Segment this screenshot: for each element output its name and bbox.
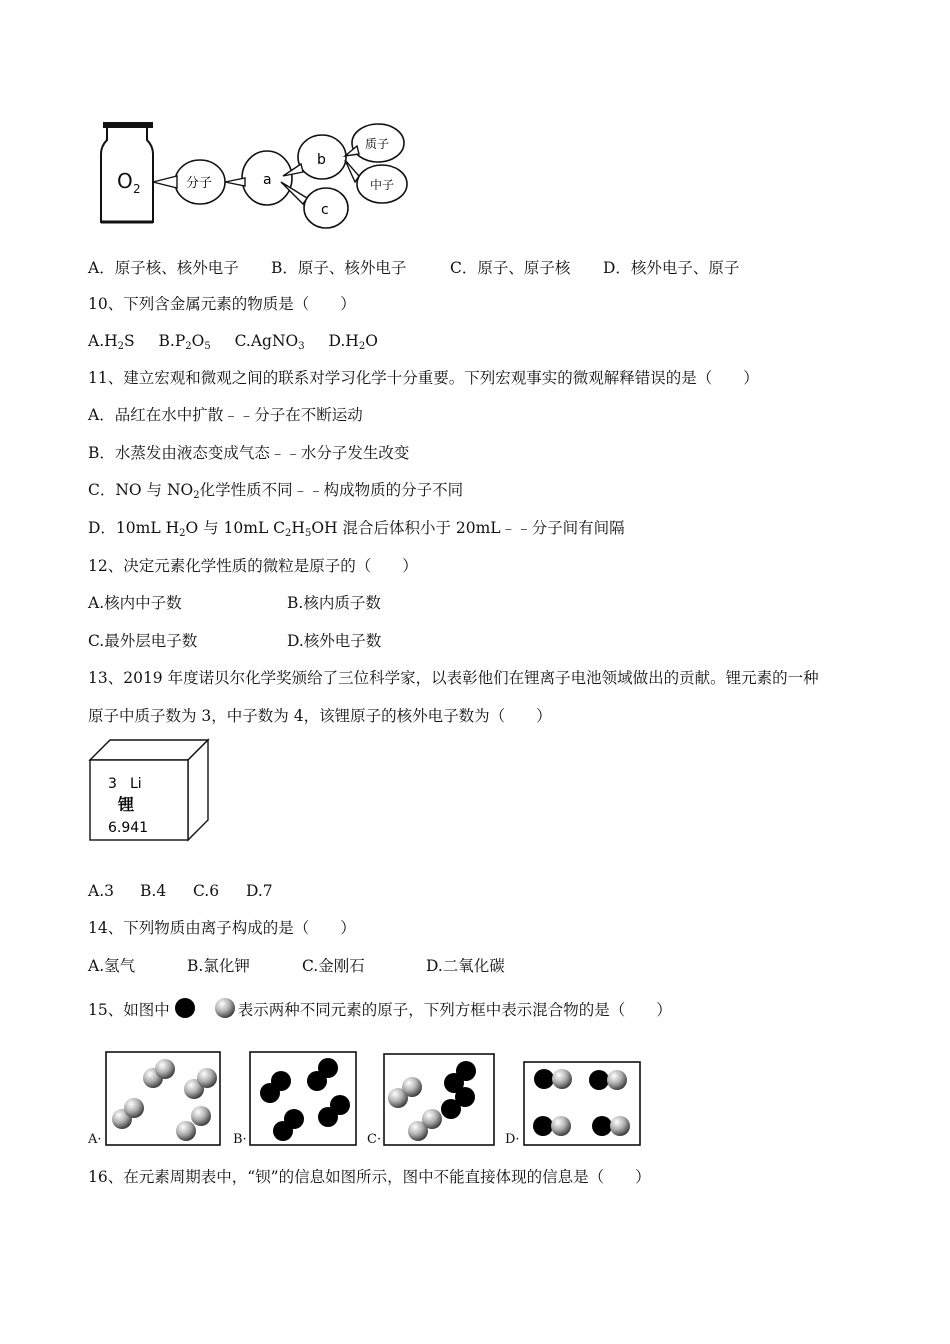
q9-option-a[interactable]: A．原子核、核外电子 — [88, 259, 239, 277]
box-a — [106, 1052, 220, 1145]
q13-option-d[interactable]: D.7 — [246, 882, 273, 900]
q12-stem: 12、决定元素化学性质的微粒是原子的（ ） — [88, 557, 418, 575]
q9-option-d[interactable]: D．核外电子、原子 — [603, 259, 740, 277]
q11-option-b[interactable]: B．水蒸发由液态变成气态﹣﹣水分子发生改变 — [88, 444, 410, 462]
q11-stem: 11、建立宏观和微观之间的联系对学习化学十分重要。下列宏观事实的微观解释错误的是（ ） — [88, 369, 759, 387]
q10-option-c[interactable]: C.AgNO$_3$ — [234, 332, 305, 352]
q10-option-d[interactable]: $D.H_2O$ — [328, 332, 378, 352]
molecule-label: 分子 — [186, 176, 213, 191]
q13-option-a[interactable]: A.3 — [88, 882, 114, 900]
q13-option-b[interactable]: B.4 — [140, 882, 167, 900]
q15-option-d[interactable]: D· — [505, 1132, 520, 1147]
q13-option-c[interactable]: C.6 — [193, 882, 220, 900]
neutron-label: 中子 — [370, 178, 395, 192]
q12-option-c[interactable]: C.最外层电子数 — [88, 632, 198, 650]
q9-option-b[interactable]: B．原子、核外电子 — [271, 259, 407, 277]
q14-option-a[interactable]: A.氢气 — [88, 957, 136, 975]
box-c — [384, 1054, 494, 1145]
bottle-label-sub: 2 — [133, 182, 141, 196]
q15-stem: 15、如图中 表示两种不同元素的原子，下列方框中表示混合物的是（ ） — [88, 997, 672, 1020]
proton-label: 质子 — [365, 137, 390, 151]
q10-option-a[interactable]: $A.H_2S$ — [88, 332, 135, 352]
q11-option-c[interactable]: C．NO 与 $NO_2$化学性质不同﹣﹣构成物质的分子不同 — [88, 481, 464, 501]
q15-option-b[interactable]: B· — [233, 1132, 247, 1147]
bottle-label: O — [117, 169, 133, 193]
element-number: 3 — [108, 776, 117, 792]
q10-stem: 10、下列含金属元素的物质是（ ） — [88, 295, 356, 313]
q14-option-d[interactable]: D.二氧化碳 — [426, 957, 505, 975]
black-atom-icon — [174, 997, 196, 1019]
label-c: c — [321, 202, 329, 218]
q15-option-c[interactable]: C· — [367, 1132, 382, 1147]
q14-stem: 14、下列物质由离子构成的是（ ） — [88, 919, 356, 937]
q14-option-b[interactable]: B.氯化钾 — [187, 957, 250, 975]
q12-option-b[interactable]: B.核内质子数 — [287, 594, 381, 612]
q9-concept-diagram — [95, 118, 415, 233]
element-mass: 6.941 — [108, 820, 149, 836]
q11-option-a[interactable]: A．品红在水中扩散﹣﹣分子在不断运动 — [88, 406, 363, 424]
element-name: 锂 — [118, 795, 135, 814]
label-b: b — [317, 152, 326, 168]
q10-option-b[interactable]: $B.P_2O_5$ — [158, 332, 211, 352]
box-b — [250, 1052, 356, 1145]
q13-stem-line1: 13、2019 年度诺贝尔化学奖颁给了三位科学家，以表彰他们在锂离子电池领域做出的贡献。锂元素的一种 — [88, 669, 819, 687]
q10-options — [88, 331, 378, 351]
q12-option-a[interactable]: A.核内中子数 — [88, 594, 182, 612]
box-d — [524, 1062, 640, 1145]
lithium-element-card — [88, 738, 218, 844]
o2-bottle-icon — [101, 122, 153, 222]
q16-stem: 16、在元素周期表中，“钡”的信息如图所示，图中不能直接体现的信息是（ ） — [88, 1168, 651, 1186]
q15-option-a[interactable]: A· — [88, 1132, 102, 1147]
q11-option-d[interactable]: D．10mL $H_2O$ 与 10mL $C_2H_5OH$ 混合后体积小于 20mL﹣﹣分子间有间隔 — [88, 519, 625, 539]
q9-option-c[interactable]: C．原子、原子核 — [450, 259, 571, 277]
q13-stem-line2: 原子中质子数为 3，中子数为 4，该锂原子的核外电子数为（ ） — [88, 707, 552, 725]
grey-atom-icon — [214, 997, 236, 1019]
q12-option-d[interactable]: D.核外电子数 — [287, 632, 382, 650]
element-symbol: Li — [130, 776, 142, 792]
q14-option-c[interactable]: C.金刚石 — [302, 957, 365, 975]
label-a: a — [263, 172, 272, 188]
